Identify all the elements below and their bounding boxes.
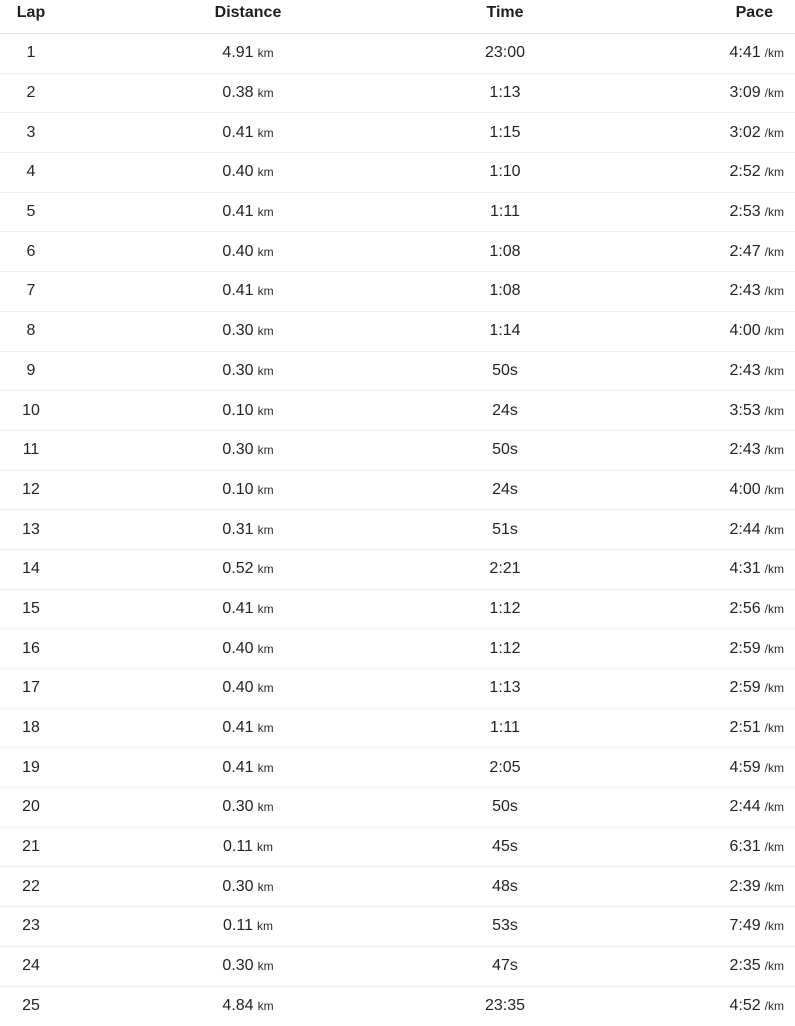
pace-unit: /km [765, 642, 784, 656]
lap-number: 24 [0, 947, 62, 986]
lap-distance [148, 232, 348, 271]
table-row[interactable] [0, 788, 795, 828]
distance-value: 0.40 [222, 163, 253, 181]
distance-value: 0.41 [222, 282, 253, 300]
distance-value: 4.84 [222, 997, 253, 1015]
distance-value: 0.41 [222, 203, 253, 221]
lap-distance [148, 431, 348, 470]
lap-number: 6 [0, 232, 62, 271]
distance-unit: km [258, 800, 274, 814]
lap-pace [624, 510, 784, 549]
distance-unit: km [258, 959, 274, 973]
table-row[interactable] [0, 907, 795, 947]
lap-pace [624, 232, 784, 271]
distance-unit: km [258, 483, 274, 497]
pace-value: 2:51 [730, 719, 761, 737]
lap-time: 23:00 [405, 34, 605, 73]
lap-number: 14 [0, 550, 62, 589]
lap-number: 4 [0, 153, 62, 192]
pace-value: 2:43 [730, 362, 761, 380]
lap-number: 9 [0, 352, 62, 391]
distance-unit: km [258, 721, 274, 735]
distance-value: 0.30 [222, 798, 253, 816]
lap-distance [148, 788, 348, 827]
lap-pace [624, 471, 784, 510]
pace-value: 4:52 [730, 997, 761, 1015]
lap-time: 1:11 [405, 193, 605, 232]
lap-distance [148, 272, 348, 311]
distance-value: 0.30 [222, 878, 253, 896]
header-distance[interactable]: Distance [148, 0, 348, 33]
lap-pace [624, 193, 784, 232]
lap-pace [624, 669, 784, 708]
lap-time: 47s [405, 947, 605, 986]
table-row[interactable] [0, 471, 795, 511]
lap-number: 23 [0, 907, 62, 946]
table-row[interactable] [0, 193, 795, 233]
table-row[interactable] [0, 391, 795, 431]
pace-unit: /km [765, 880, 784, 894]
pace-unit: /km [765, 800, 784, 814]
distance-value: 0.52 [222, 560, 253, 578]
pace-unit: /km [765, 959, 784, 973]
lap-distance [148, 748, 348, 787]
lap-distance [148, 352, 348, 391]
pace-unit: /km [765, 919, 784, 933]
lap-number: 12 [0, 471, 62, 510]
pace-unit: /km [765, 284, 784, 298]
lap-number: 19 [0, 748, 62, 787]
lap-time: 1:13 [405, 74, 605, 113]
distance-unit: km [258, 602, 274, 616]
lap-pace [624, 74, 784, 113]
lap-pace [624, 391, 784, 430]
distance-value: 0.40 [222, 640, 253, 658]
table-row[interactable] [0, 153, 795, 193]
lap-pace [624, 113, 784, 152]
table-row[interactable] [0, 550, 795, 590]
lap-number: 7 [0, 272, 62, 311]
pace-value: 2:44 [730, 521, 761, 539]
table-header [0, 0, 795, 34]
lap-time: 1:15 [405, 113, 605, 152]
lap-time: 1:08 [405, 232, 605, 271]
lap-number: 16 [0, 629, 62, 668]
lap-distance [148, 669, 348, 708]
header-time[interactable]: Time [405, 0, 605, 33]
distance-value: 0.38 [222, 84, 253, 102]
distance-unit: km [258, 642, 274, 656]
distance-unit: km [258, 443, 274, 457]
lap-time: 23:35 [405, 987, 605, 1026]
table-row[interactable] [0, 431, 795, 471]
table-row[interactable] [0, 748, 795, 788]
lap-number: 11 [0, 431, 62, 470]
table-row[interactable] [0, 867, 795, 907]
header-lap[interactable]: Lap [0, 0, 62, 33]
lap-pace [624, 987, 784, 1026]
distance-unit: km [258, 999, 274, 1013]
lap-number: 25 [0, 987, 62, 1026]
pace-unit: /km [765, 126, 784, 140]
distance-unit: km [258, 761, 274, 775]
pace-value: 4:31 [730, 560, 761, 578]
lap-distance [148, 907, 348, 946]
lap-time: 24s [405, 391, 605, 430]
distance-value: 0.30 [222, 322, 253, 340]
lap-pace [624, 947, 784, 986]
pace-unit: /km [765, 205, 784, 219]
lap-distance [148, 74, 348, 113]
distance-unit: km [258, 205, 274, 219]
table-row[interactable] [0, 232, 795, 272]
pace-value: 4:59 [730, 759, 761, 777]
lap-number: 15 [0, 590, 62, 629]
pace-unit: /km [765, 46, 784, 60]
pace-value: 2:35 [730, 957, 761, 975]
lap-pace [624, 828, 784, 867]
pace-value: 2:44 [730, 798, 761, 816]
lap-pace [624, 788, 784, 827]
lap-time: 24s [405, 471, 605, 510]
lap-pace [624, 748, 784, 787]
table-row[interactable] [0, 312, 795, 352]
pace-unit: /km [765, 404, 784, 418]
distance-unit: km [258, 324, 274, 338]
lap-pace [624, 352, 784, 391]
header-pace[interactable]: Pace [613, 0, 773, 33]
lap-distance [148, 590, 348, 629]
distance-unit: km [257, 919, 273, 933]
distance-value: 0.11 [223, 917, 253, 935]
lap-distance [148, 510, 348, 549]
distance-value: 0.41 [222, 759, 253, 777]
lap-distance [148, 828, 348, 867]
table-row[interactable] [0, 113, 795, 153]
pace-unit: /km [765, 483, 784, 497]
distance-unit: km [258, 165, 274, 179]
lap-distance [148, 312, 348, 351]
lap-distance [148, 947, 348, 986]
lap-time: 2:05 [405, 748, 605, 787]
table-row[interactable] [0, 34, 795, 74]
pace-value: 2:52 [730, 163, 761, 181]
table-row[interactable] [0, 74, 795, 114]
lap-number: 22 [0, 867, 62, 906]
lap-number: 2 [0, 74, 62, 113]
lap-pace [624, 709, 784, 748]
pace-unit: /km [765, 324, 784, 338]
distance-value: 0.41 [222, 124, 253, 142]
pace-unit: /km [765, 443, 784, 457]
distance-unit: km [258, 245, 274, 259]
lap-number: 17 [0, 669, 62, 708]
lap-distance [148, 550, 348, 589]
distance-unit: km [258, 46, 274, 60]
pace-value: 2:59 [730, 640, 761, 658]
pace-value: 3:53 [730, 402, 761, 420]
pace-unit: /km [765, 840, 784, 854]
table-row[interactable] [0, 590, 795, 630]
lap-pace [624, 312, 784, 351]
pace-value: 4:00 [730, 322, 761, 340]
pace-value: 7:49 [730, 917, 761, 935]
lap-number: 20 [0, 788, 62, 827]
table-row[interactable] [0, 828, 795, 868]
pace-value: 2:39 [730, 878, 761, 896]
distance-value: 0.31 [222, 521, 253, 539]
pace-unit: /km [765, 86, 784, 100]
distance-value: 0.10 [222, 402, 253, 420]
lap-time: 51s [405, 510, 605, 549]
distance-unit: km [258, 126, 274, 140]
lap-number: 21 [0, 828, 62, 867]
lap-pace [624, 272, 784, 311]
pace-value: 6:31 [730, 838, 761, 856]
lap-time: 50s [405, 352, 605, 391]
lap-time: 1:11 [405, 709, 605, 748]
pace-value: 2:43 [730, 282, 761, 300]
pace-unit: /km [765, 165, 784, 179]
distance-value: 0.41 [222, 719, 253, 737]
table-row[interactable] [0, 947, 795, 987]
lap-time: 50s [405, 431, 605, 470]
lap-distance [148, 709, 348, 748]
pace-value: 3:09 [730, 84, 761, 102]
lap-time: 1:12 [405, 590, 605, 629]
lap-time: 45s [405, 828, 605, 867]
distance-unit: km [258, 681, 274, 695]
pace-unit: /km [765, 364, 784, 378]
lap-number: 3 [0, 113, 62, 152]
lap-pace [624, 590, 784, 629]
lap-distance [148, 113, 348, 152]
distance-unit: km [258, 523, 274, 537]
pace-unit: /km [765, 761, 784, 775]
lap-time: 1:12 [405, 629, 605, 668]
lap-time: 1:14 [405, 312, 605, 351]
pace-unit: /km [765, 999, 784, 1013]
lap-pace [624, 34, 784, 73]
lap-time: 50s [405, 788, 605, 827]
pace-unit: /km [765, 721, 784, 735]
pace-unit: /km [765, 523, 784, 537]
lap-distance [148, 34, 348, 73]
table-row[interactable] [0, 352, 795, 392]
distance-value: 0.30 [222, 441, 253, 459]
lap-pace [624, 629, 784, 668]
distance-value: 0.10 [222, 481, 253, 499]
lap-distance [148, 629, 348, 668]
table-row[interactable] [0, 272, 795, 312]
lap-distance [148, 391, 348, 430]
pace-value: 2:59 [730, 679, 761, 697]
pace-unit: /km [765, 602, 784, 616]
lap-number: 13 [0, 510, 62, 549]
distance-value: 4.91 [222, 44, 253, 62]
distance-value: 0.40 [222, 679, 253, 697]
lap-pace [624, 867, 784, 906]
lap-number: 1 [0, 34, 62, 73]
table-body [0, 34, 795, 1026]
pace-value: 4:00 [730, 481, 761, 499]
pace-value: 2:56 [730, 600, 761, 618]
distance-unit: km [258, 404, 274, 418]
distance-unit: km [258, 86, 274, 100]
table-row[interactable] [0, 709, 795, 749]
distance-unit: km [258, 284, 274, 298]
pace-value: 2:47 [730, 243, 761, 261]
lap-time: 1:08 [405, 272, 605, 311]
lap-distance [148, 153, 348, 192]
lap-distance [148, 987, 348, 1026]
pace-unit: /km [765, 562, 784, 576]
lap-time: 53s [405, 907, 605, 946]
distance-value: 0.30 [222, 362, 253, 380]
distance-unit: km [258, 364, 274, 378]
pace-value: 2:43 [730, 441, 761, 459]
lap-distance [148, 193, 348, 232]
lap-time: 2:21 [405, 550, 605, 589]
lap-time: 48s [405, 867, 605, 906]
pace-unit: /km [765, 245, 784, 259]
lap-distance [148, 867, 348, 906]
lap-time: 1:10 [405, 153, 605, 192]
distance-unit: km [258, 562, 274, 576]
pace-value: 4:41 [730, 44, 761, 62]
lap-number: 18 [0, 709, 62, 748]
pace-unit: /km [765, 681, 784, 695]
lap-number: 5 [0, 193, 62, 232]
distance-unit: km [258, 880, 274, 894]
distance-value: 0.11 [223, 838, 253, 856]
distance-value: 0.41 [222, 600, 253, 618]
distance-value: 0.30 [222, 957, 253, 975]
table-row[interactable] [0, 510, 795, 550]
lap-number: 8 [0, 312, 62, 351]
lap-pace [624, 907, 784, 946]
lap-pace [624, 431, 784, 470]
pace-value: 3:02 [730, 124, 761, 142]
distance-value: 0.40 [222, 243, 253, 261]
lap-pace [624, 550, 784, 589]
table-row[interactable] [0, 629, 795, 669]
lap-distance [148, 471, 348, 510]
pace-value: 2:53 [730, 203, 761, 221]
distance-unit: km [257, 840, 273, 854]
lap-pace [624, 153, 784, 192]
lap-time: 1:13 [405, 669, 605, 708]
lap-number: 10 [0, 391, 62, 430]
table-row[interactable] [0, 669, 795, 709]
table-row[interactable] [0, 987, 795, 1026]
